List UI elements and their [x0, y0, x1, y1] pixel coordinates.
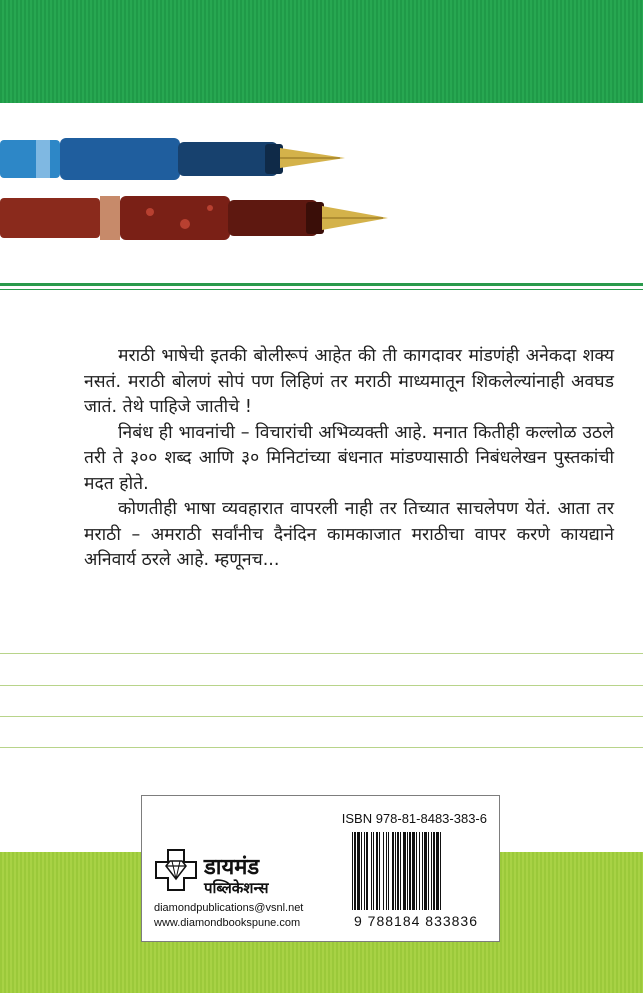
barcode-bar [376, 832, 378, 910]
publisher-email: diamondpublications@vsnl.net [154, 902, 304, 914]
barcode-bar [409, 832, 411, 910]
barcode-bar [412, 832, 415, 910]
diamond-logo-icon [154, 848, 198, 892]
blurb-paragraph-1: मराठी भाषेची इतकी बोलीरूपं आहेत की ती कागदावर मांडणंही अनेकदा शक्य नसतं. मराठी बोलणं सोपं पण लिहिणं तर मराठी माध्यमातून शिकलेल्यांनाही अवघड जातं. तेथे पाहिजे जातीचे ! [84, 346, 614, 417]
ruled-line [0, 653, 643, 654]
back-cover-blurb [84, 344, 614, 574]
barcode-bar [428, 832, 429, 910]
barcode-bar [424, 832, 427, 910]
barcode-bar [403, 832, 406, 910]
blue-pen-icon [0, 138, 345, 180]
ruled-line [0, 716, 643, 717]
barcode-bar [440, 832, 441, 910]
barcode-bar [416, 832, 417, 910]
ruled-line [0, 747, 643, 748]
barcode-bar [400, 832, 401, 910]
barcode-bar [371, 832, 372, 910]
blurb-paragraph-3: कोणतीही भाषा व्यवहारात वापरली नाही तर तिच्यात साचलेपण येतं. आता तर मराठी – अमराठी सर्वांनीच दैनंदिन कामकाजात मराठीचा वापर करणे कायद्याने अनिवार्य ठरले आहे. म्हणूनच... [84, 499, 614, 570]
barcode-bar [433, 832, 435, 910]
barcode-bar [379, 832, 380, 910]
barcode-bar [392, 832, 394, 910]
publisher-name-subtitle: पब्लिकेशन्स [204, 879, 269, 897]
isbn-barcode [350, 832, 490, 912]
barcode-bar [354, 832, 356, 910]
barcode-bar [373, 832, 374, 910]
blurb-paragraph-2: निबंध ही भावनांची – विचारांची अभिव्यक्ती आहे. मनात कितीही कल्लोळ उठले तरी ते ३०० शब्द आणि ३० मिनिटांच्या बंधनात मांडण्यासाठी निबंधलेखन पुस्तकांची मदत होते. [84, 422, 614, 494]
barcode-bar [419, 832, 420, 910]
barcode-bar [366, 832, 368, 910]
barcode-bar [361, 832, 362, 910]
barcode-bar [407, 832, 408, 910]
fountain-pens-illustration [0, 120, 400, 260]
ruled-line [0, 685, 643, 686]
barcode-bar [395, 832, 396, 910]
barcode-bar [364, 832, 365, 910]
rule-top-thin [0, 289, 643, 290]
barcode-bar [397, 832, 399, 910]
barcode-bar [352, 832, 353, 910]
red-pen-icon [0, 196, 388, 240]
barcode-bar [422, 832, 423, 910]
barcode-bar [383, 832, 384, 910]
isbn-label: ISBN 978-81-8483-383-6 [341, 811, 487, 826]
barcode-bar [436, 832, 439, 910]
top-green-band [0, 0, 643, 103]
publisher-name: डायमंड [204, 855, 260, 880]
barcode-digits: 9 788184 833836 [354, 913, 478, 929]
barcode-bar [431, 832, 432, 910]
publisher-info-box [141, 795, 500, 942]
publisher-website: www.diamondbookspune.com [154, 917, 301, 929]
barcode-bar [357, 832, 360, 910]
barcode-bar [386, 832, 387, 910]
barcode-bar [388, 832, 389, 910]
rule-top-thick [0, 283, 643, 286]
